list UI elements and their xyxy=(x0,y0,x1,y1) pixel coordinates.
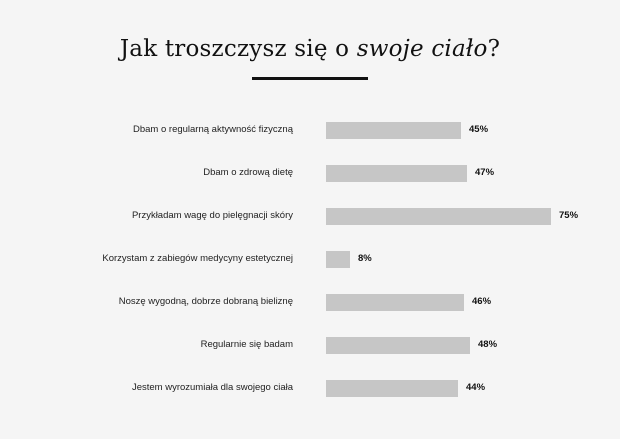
value-label: 47% xyxy=(475,167,495,178)
value-label: 44% xyxy=(466,382,486,393)
bar xyxy=(326,251,350,268)
category-label: Regularnie się badam xyxy=(200,339,293,350)
bar xyxy=(326,122,461,139)
value-label: 8% xyxy=(358,253,372,264)
bar xyxy=(326,165,467,182)
bar xyxy=(326,294,464,311)
category-label: Jestem wyrozumiała dla swojego ciała xyxy=(131,382,293,393)
category-label: Dbam o regularną aktywność fizyczną xyxy=(133,124,293,135)
category-label: Korzystam z zabiegów medycyny estetycznej xyxy=(102,253,293,264)
chart-title xyxy=(0,36,620,62)
category-label: Przykładam wagę do pielęgnacji skóry xyxy=(131,210,293,221)
title-prefix: Jak troszczysz się o xyxy=(119,36,357,62)
title-suffix: ? xyxy=(487,36,501,62)
category-label: Noszę wygodną, dobrze dobraną bieliznę xyxy=(118,296,293,307)
value-label: 46% xyxy=(472,296,492,307)
value-label: 45% xyxy=(469,124,489,135)
bar xyxy=(326,337,470,354)
title-underline xyxy=(252,77,368,80)
bar xyxy=(326,208,551,225)
value-label: 75% xyxy=(559,210,579,221)
category-label: Dbam o zdrową dietę xyxy=(203,167,293,178)
bar xyxy=(326,380,458,397)
value-label: 48% xyxy=(478,339,498,350)
title-emphasis: swoje ciało xyxy=(356,36,488,62)
